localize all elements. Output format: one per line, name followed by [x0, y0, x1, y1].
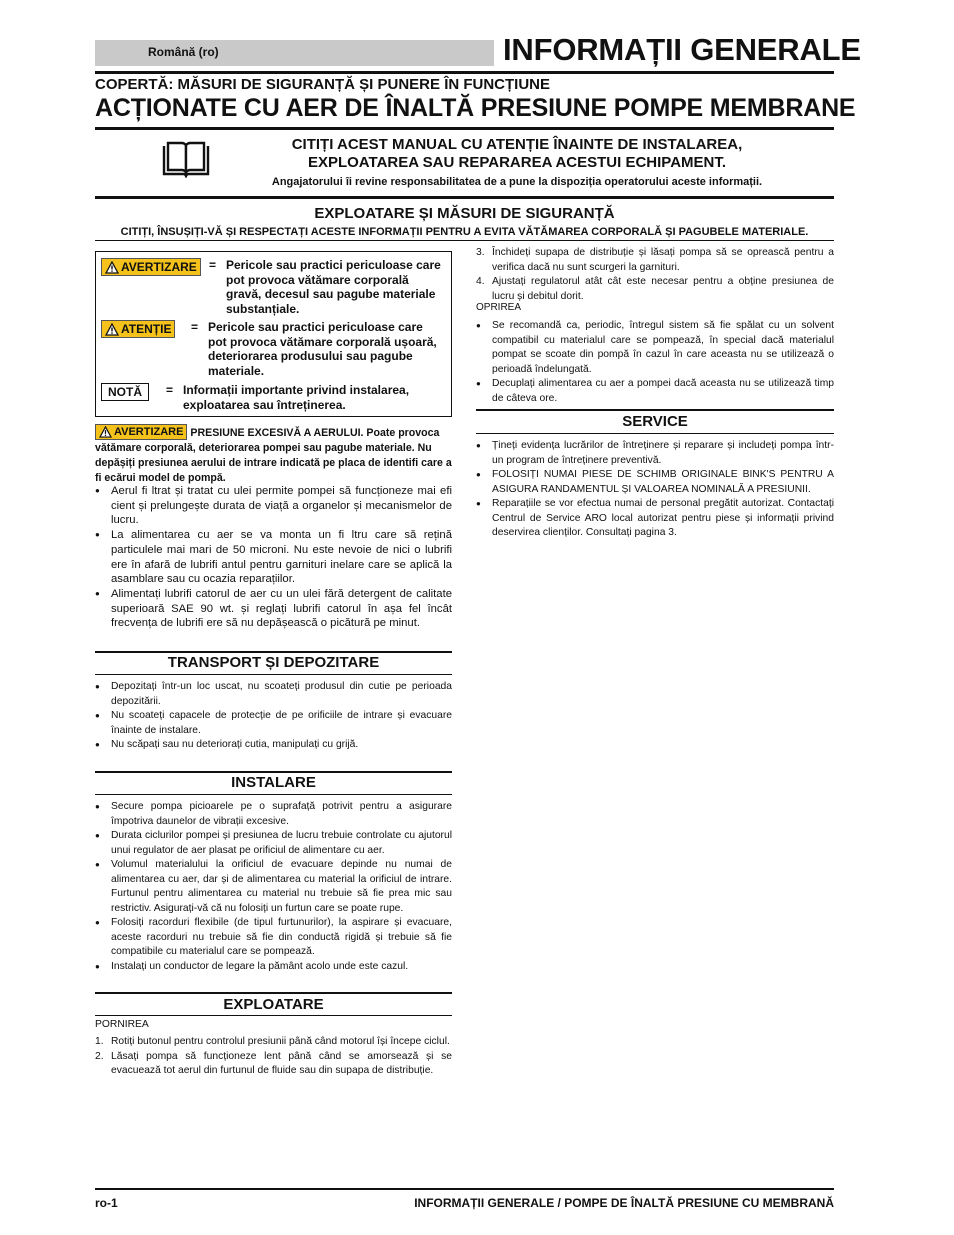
- equals-sign: =: [166, 383, 174, 397]
- list-item: ● Aerul fi ltrat și tratat cu ulei permite pompei să funcționeze mai efi cient și prelungește durata de viață a organelor și mecanismelor de lucru.: [95, 484, 452, 528]
- caution-triangle-icon: [105, 323, 119, 336]
- step-text: Lăsați pompa să funcționeze lent până când se amorsează și se evacuează tot aerul din furtunul de fluide sau din supapa de distribuție.: [111, 1050, 452, 1076]
- header-rule: [95, 71, 834, 74]
- list-item: ● Reparațiile se vor efectua numai de personal pregătit autorizat. Contactați Centrul de Service ARO local autorizat pentru piese și informații privind deservirea clienților. Consultați pagina 3.: [476, 497, 834, 541]
- step-number: 1.: [95, 1036, 104, 1047]
- section-rule: [95, 674, 452, 675]
- list-item: ● Nu scăpați sau nu deteriorați cutia, manipulați cu grijă.: [95, 738, 452, 753]
- pressure-warning: [95, 424, 452, 486]
- list-item: ● Durata ciclurilor pompei și presiunea de lucru trebuie controlate cu ajutorul unui regulator de aer plasat pe orificiul de alimentare cu aer.: [95, 829, 452, 858]
- safety-rule: [95, 240, 834, 241]
- step-number: 2.: [95, 1050, 104, 1062]
- hazard-legend: [95, 251, 452, 417]
- cover-label: COPERTĂ: MĂSURI DE SIGURANȚĂ ȘI PUNERE ÎN FUNCȚIUNE: [95, 76, 551, 93]
- stop-list: [476, 319, 834, 406]
- product-title: ACȚIONATE CU AER DE ÎNALTĂ PRESIUNE POMPE MEMBRANE: [95, 94, 856, 122]
- service-list: [476, 439, 834, 541]
- list-item: [476, 275, 834, 304]
- step-text: Rotiți butonul pentru controlul presiunii până când motorul își începe ciclul.: [111, 1036, 450, 1047]
- list-item: ● Depozitați într-un loc uscat, nu scoateți produsul din cutie pe perioada depozitării.: [95, 680, 452, 709]
- warning-triangle-icon: [99, 426, 112, 438]
- list-item: [476, 246, 834, 275]
- footer-title: INFORMAȚII GENERALE / POMPE DE ÎNALTĂ PRESIUNE CU MEMBRANĂ: [414, 1196, 834, 1210]
- warning-label: AVERTIZARE: [121, 260, 197, 274]
- air-bullet-list: [95, 484, 452, 631]
- title-rule: [95, 127, 834, 130]
- list-item: ● La alimentarea cu aer se va monta un fi ltru care să rețină particulele mai mari de 50 microni. Nu este nevoie de nici o lubrifi ere în afară de lubrifi antul pentru garnituri inelare care se aplică la asamblare sau cu ocazia reparațiilor.: [95, 528, 452, 587]
- read-notice-line2: EXPLOATAREA SAU REPARAREA ACESTUI ECHIPAMENT.: [307, 154, 727, 171]
- safety-subheading: CITIȚI, ÎNSUȘIȚI-VĂ ȘI RESPECTAȚI ACESTE INFORMAȚII PENTRU A EVITA VĂTĂMAREA CORPORALĂ ȘI PAGUBELE MATERIALE.: [120, 226, 809, 238]
- read-notice-line1: CITIȚI ACEST MANUAL CU ATENȚIE ÎNAINTE DE INSTALAREA,: [291, 136, 743, 153]
- list-item: ● Decuplați alimentarea cu aer a pompei dacă aceasta nu se utilizează timp de câteva ore.: [476, 377, 834, 406]
- section-rule: [95, 992, 452, 994]
- list-item: [95, 1035, 452, 1050]
- list-item: ● Se recomandă ca, periodic, întregul sistem să fie spălat cu un solvent compatibil cu materialul care se pompează, în special dacă materialul pompat se scoate din pompă în cazul în care aceasta nu se utilizează o perioadă îndelungată.: [476, 319, 834, 377]
- list-item: ● Instalați un conductor de legare la pământ acolo unde este cazul.: [95, 960, 452, 975]
- start-steps: [95, 1035, 452, 1079]
- list-item: ● Secure pompa picioarele pe o suprafață potrivit pentru a asigurare împotriva daunelor de vibrații excesive.: [95, 800, 452, 829]
- section-rule: [476, 409, 834, 411]
- warning-triangle-icon: [105, 261, 119, 274]
- start-label: PORNIREA: [95, 1019, 149, 1030]
- warning-badge: [101, 258, 201, 276]
- operation-heading: EXPLOATARE: [223, 996, 324, 1013]
- language-label: Română (ro): [148, 45, 219, 59]
- section-rule: [95, 771, 452, 773]
- equals-sign: =: [209, 258, 217, 272]
- pressure-warning-text: PRESIUNE EXCESIVĂ A AERULUI. Poate provoca vătămare corporală, deteriorarea pompei sau pagube materiale. Nu depășiți presiunea aerului de intrare indicată pe placa de identifi care a fi ecărui model de pompă.: [95, 427, 452, 484]
- page-title: INFORMAȚII GENERALE: [503, 32, 861, 67]
- list-item: ● Alimentați lubrifi catorul de aer cu un ulei fără detergent de calitate superioară SAE 90 wt. și reglați lubrifi catorul în așa fel încât frecvența de lubrifi ere să nu depășească o picătură pe minut.: [95, 587, 452, 631]
- caution-badge: [101, 320, 175, 338]
- pressure-warning-badge: [95, 424, 187, 440]
- caution-definition: Pericole sau practici periculoase care pot provoca vătămare corporală ușoară, deteriorarea produsului sau pagube materiale.: [208, 320, 437, 378]
- list-item: ● Țineți evidența lucrărilor de întreținere și reparare și includeți pompa într-un program de întreținere preventivă.: [476, 439, 834, 468]
- step-number: 3.: [476, 247, 485, 258]
- list-item: ● Volumul materialului la orificiul de evacuare depinde nu numai de alimentarea cu aer, dar și de alimentarea cu material la orificiul de intrare. Furtunul pentru alimentarea cu material nu trebuie să fie prea mic sau restrictiv. Asigurați-vă că nu folosiți un furtun care se poate rupe.: [95, 858, 452, 916]
- notice-rule: [95, 196, 834, 199]
- footer-rule: [95, 1188, 834, 1190]
- safety-heading: EXPLOATARE ȘI MĂSURI DE SIGURANȚĂ: [314, 205, 615, 222]
- page-number: ro-1: [95, 1196, 118, 1210]
- employer-notice: Angajatorului îi revine responsabilitatea de a pune la dispoziția operatorului aceste informații.: [271, 176, 763, 188]
- service-heading: SERVICE: [622, 413, 688, 430]
- note-badge: NOTĂ: [101, 383, 149, 401]
- section-rule: [95, 651, 452, 653]
- warning-definition: Pericole sau practici periculoase care pot provoca vătămare corporală gravă, decesul sau pagube materiale substanțiale.: [226, 258, 441, 316]
- step-text: Închideți supapa de distribuție și lăsați pompa să se oprească pentru a verifica dacă nu sunt scurgeri la garnituri.: [492, 247, 834, 273]
- list-item: ● FOLOSIȚI NUMAI PIESE DE SCHIMB ORIGINALE BINK'S PENTRU A ASIGURA RANDAMENTUL ȘI VALOAREA NOMINALĂ A PRESIUNII.: [476, 468, 834, 497]
- transport-heading: TRANSPORT ȘI DEPOZITARE: [167, 654, 380, 671]
- section-rule: [95, 1015, 452, 1016]
- section-rule: [476, 433, 834, 434]
- pressure-warning-label: AVERTIZARE: [114, 425, 184, 438]
- caution-label: ATENȚIE: [121, 322, 172, 336]
- list-item: ● Folosiți racorduri flexibile (de tipul furtunurilor), la aspirare și evacuare, aceste racorduri nu trebuie să fie din conductă rigidă și trebuie să fie compatibile cu materialul care se pompează.: [95, 916, 452, 960]
- step-number: 4.: [476, 276, 485, 287]
- section-rule: [95, 794, 452, 795]
- equals-sign: =: [191, 320, 199, 334]
- list-item: [95, 1050, 452, 1079]
- install-heading: INSTALARE: [231, 774, 316, 791]
- stop-label: OPRIREA: [476, 302, 522, 313]
- install-list: [95, 800, 452, 974]
- step-text: Ajustați regulatorul atât cât este necesar pentru a obține presiunea de lucru și debitul dorit.: [492, 276, 834, 302]
- note-definition: Informații importante privind instalarea, exploatarea sau întreținerea.: [183, 383, 410, 412]
- transport-list: [95, 680, 452, 753]
- list-item: ● Nu scoateți capacele de protecție de pe orificiile de intrare și evacuare înainte de instalare.: [95, 709, 452, 738]
- continued-steps: [476, 246, 834, 304]
